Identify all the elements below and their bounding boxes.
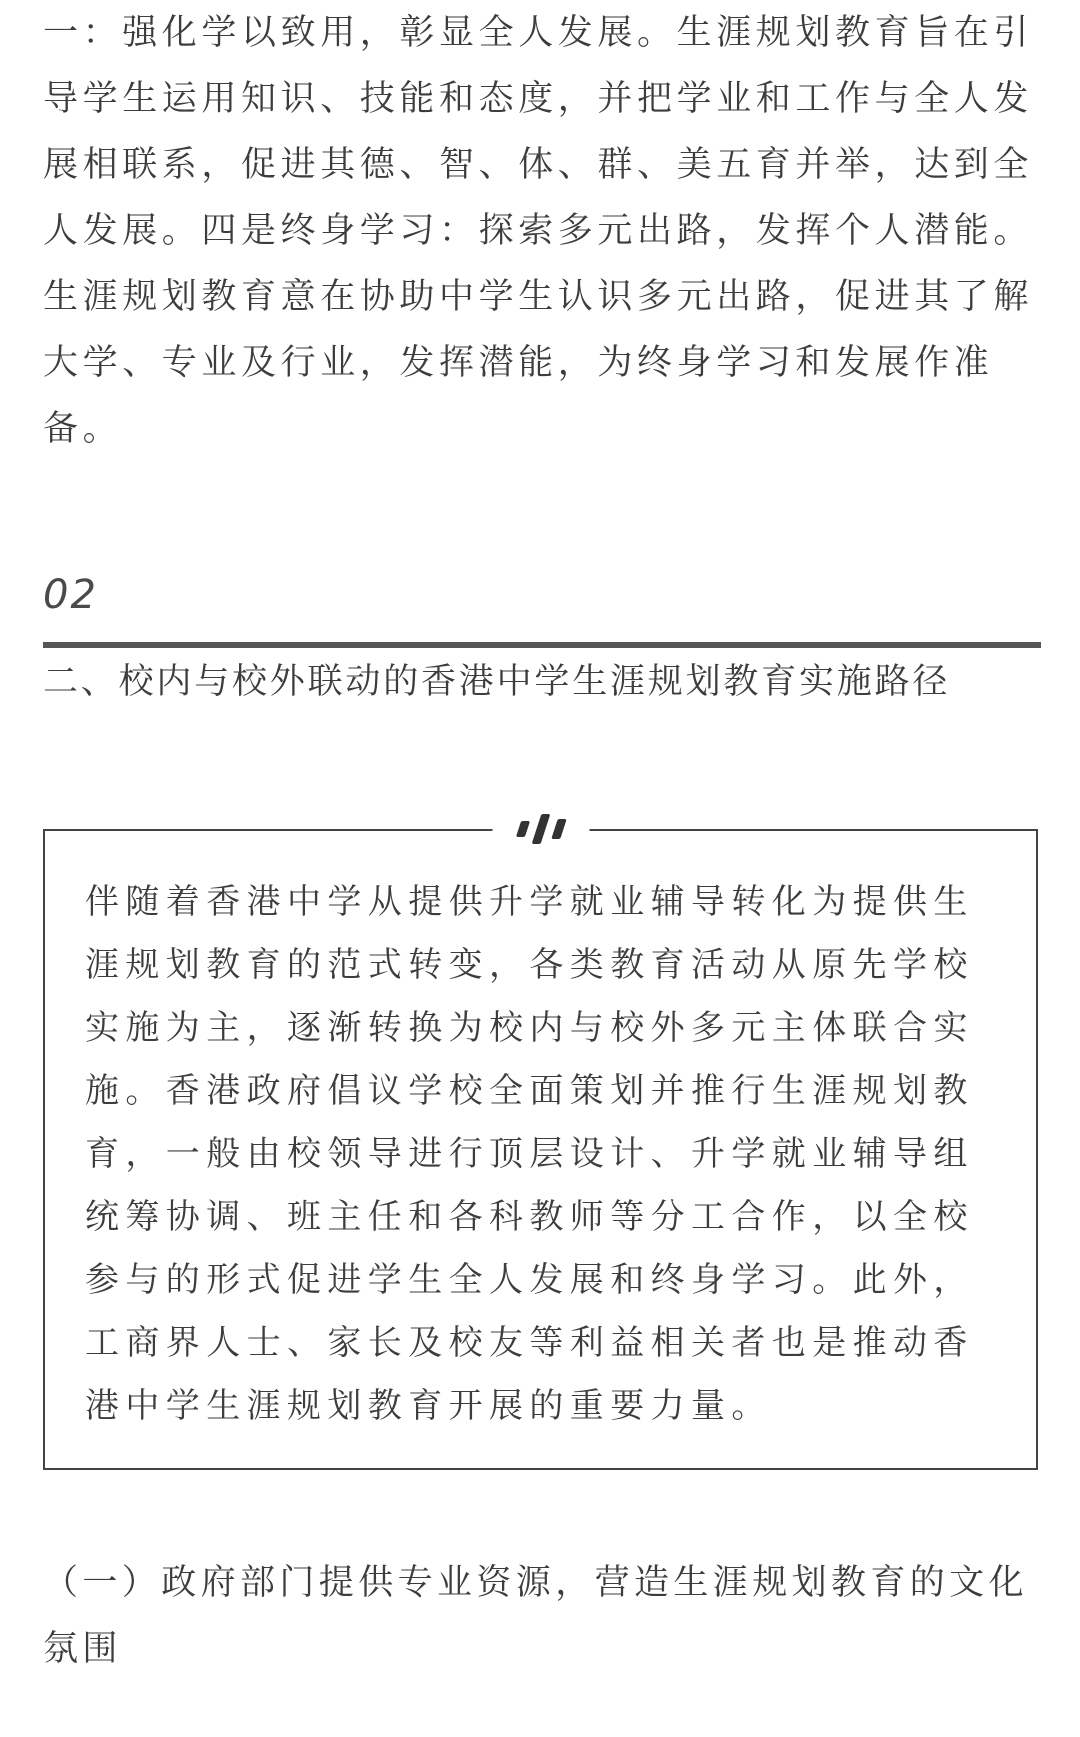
intro-paragraph: 一：强化学以致用，彰显全人发展。生涯规划教育旨在引导学生运用知识、技能和态度，并把学业和工作与全人发展相联系，促进其德、智、体、群、美五育并举，达到全人发展。四是终身学习：探索多元出路，发挥个人潜能。生涯规划教育意在协助中学生认识多元出路，促进其了解大学、专业及行业，发挥潜能，为终身学习和发展作准备。 bbox=[43, 13, 1034, 449]
section-number: 02 bbox=[43, 572, 98, 618]
section-divider bbox=[43, 642, 1041, 648]
subsection-heading: （一）政府部门提供专业资源，营造生涯规划教育的文化氛围 bbox=[43, 1563, 1029, 1669]
quote-paragraph: 伴随着香港中学从提供升学就业辅导转化为提供生涯规划教育的范式转变，各类教育活动从原先学校实施为主，逐渐转换为校内与校外多元主体联合实施。香港政府倡议学校全面策划并推行生涯规划教育，一般由校领导进行顶层设计、升学就业辅导组统筹协调、班主任和各科教师等分工合作，以全校参与的形式促进学生全人发展和终身学习。此外，工商界人士、家长及校友等利益相关者也是推动香港中学生涯规划教育开展的重要力量。 bbox=[85, 882, 974, 1426]
quote-slashes-icon bbox=[492, 809, 589, 849]
section-title: 二、校内与校外联动的香港中学生涯规划教育实施路径 bbox=[43, 662, 951, 702]
quote-box bbox=[43, 829, 1038, 1470]
